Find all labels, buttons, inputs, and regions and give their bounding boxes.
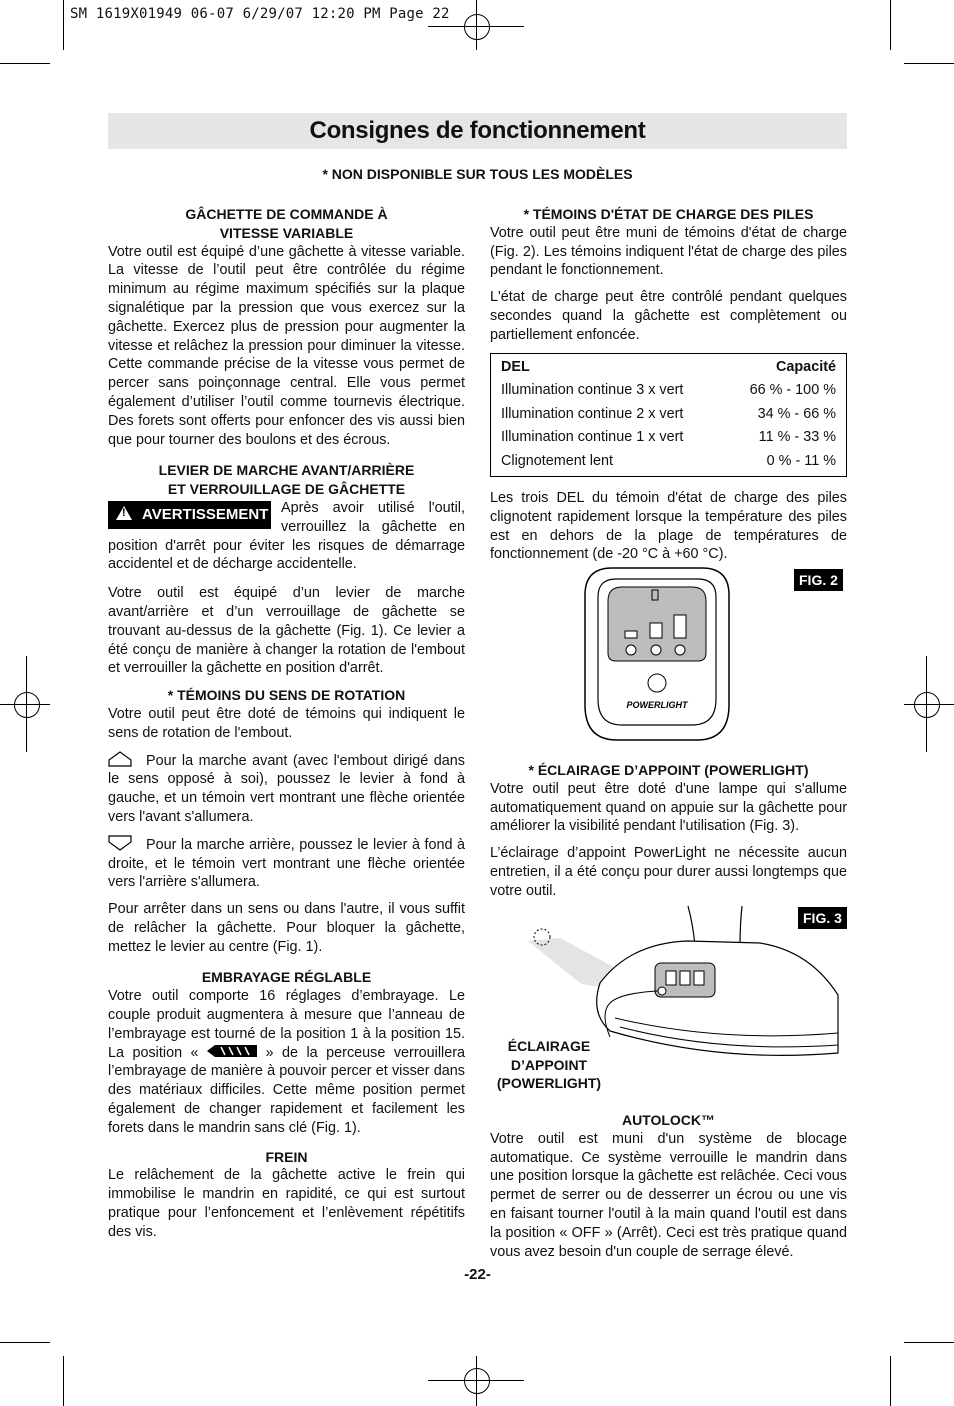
section-heading: * TÉMOINS D'ÉTAT DE CHARGE DES PILES — [523, 206, 814, 222]
table-row — [491, 426, 847, 450]
crop-mark — [428, 1380, 524, 1381]
right-column — [490, 205, 847, 572]
table-row — [491, 450, 847, 477]
table-cell: Illumination continue 3 x vert — [501, 382, 684, 399]
crop-mark — [63, 0, 64, 50]
paragraph: Votre outil est équipé d’une gâchette à vitesse variable. La vitesse de l’outil peut être contrôlée du régime minimum au régime maximum spécifiés sur la plaque signalétique par la pression que vous exercez sur la gâchette. Exercez plus de pression pour augmenter la vitesse et relâchez la pression pour diminuer la vitesse. Cette commande précise de la vitesse vous permet de percer sans poinçonnage central. Elle vous permet également d’utiliser l’outil comme tournevis électrique. Des forets sont offerts pour enfoncer des vis aussi bien que pour tourner des boulons et des écrous. — [108, 243, 465, 448]
paragraph: L’éclairage d’appoint PowerLight ne nécessite aucun entretien, il a été conçu pour durer aussi longtemps que votre outil. — [490, 845, 847, 899]
led-capacity-table — [490, 353, 847, 478]
reverse-text: Pour la marche arrière, poussez le levier à fond à droite, et le témoin vert montrant une flèche orientée vers l'arrière s'allumera. — [108, 836, 465, 891]
table-cell: Clignotement lent — [501, 452, 613, 469]
crop-mark — [904, 1342, 954, 1343]
title-banner — [108, 113, 847, 149]
registration-mark-icon — [464, 1368, 490, 1394]
registration-mark-icon — [14, 692, 40, 718]
section-heading: EMBRAYAGE RÉGLABLE — [201, 969, 372, 986]
page-title: Consignes de fonctionnement — [309, 117, 646, 144]
crop-mark — [0, 63, 50, 64]
paragraph: Votre outil peut être muni de témoins d'état de charge (Fig. 2). Les témoins indiquent l'état de charge des piles pendant le fonctionnement. — [490, 224, 847, 279]
fig-3-callout — [490, 1037, 608, 1093]
section-heading: * TÉMOINS DU SENS DE ROTATION — [167, 687, 406, 704]
clutch-text-b: » de la perceuse verrouillera l’embrayage de manière à pouvoir percer et visser dans des matériaux difficiles. Cette même position permet également de changer rapidement et facilement les forets dans le mandrin sans clé (Fig. 1). — [108, 1044, 466, 1136]
table-cell: 0 % - 11 % — [766, 452, 836, 469]
table-cell: Illumination continue 1 x vert — [501, 429, 684, 446]
paragraph: L'état de charge peut être contrôlé pendant quelques secondes quand la gâchette est complètement ou partiellement enfoncée. — [490, 289, 847, 343]
warning-triangle-icon: ! — [116, 506, 132, 520]
table-row — [491, 379, 847, 403]
table-cell: 66 % - 100 % — [749, 382, 836, 399]
crop-mark — [926, 656, 927, 752]
callout-line: D’APPOINT — [510, 1056, 588, 1073]
crop-mark — [904, 704, 954, 705]
fig-3-label: FIG. 3 — [798, 907, 847, 929]
crop-mark — [0, 704, 50, 705]
warning-text: Après avoir utilisé l'outil, verrouillez la gâchette en position d'arrêt pour éviter les risques de démarrage accidentel et de décharge accidentelle. — [108, 499, 465, 573]
left-column — [108, 205, 465, 1250]
crop-mark — [476, 1356, 477, 1406]
drill-mode-icon — [207, 1045, 257, 1057]
battery-gauge-illustration — [582, 565, 732, 743]
table-header-cell: Capacité — [776, 358, 836, 375]
availability-note: * NON DISPONIBLE SUR TOUS LES MODÈLES — [322, 166, 633, 182]
section-heading: LEVIER DE MARCHE AVANT/ARRIÈRE — [158, 462, 415, 479]
paragraph — [108, 987, 465, 1137]
right-column-lower — [490, 761, 847, 909]
crop-mark — [904, 63, 954, 64]
fig-2-label: FIG. 2 — [794, 569, 843, 591]
table-header-cell: DEL — [501, 358, 530, 375]
table-cell: 11 % - 33 % — [758, 429, 836, 446]
crop-mark — [890, 0, 891, 50]
reverse-arrow-icon — [108, 835, 132, 851]
section-heading: FREIN — [265, 1148, 308, 1165]
table-cell: 34 % - 66 % — [757, 405, 836, 422]
clutch-text-a: Votre outil comporte 16 réglages d’embrayage. Le couple produit augmentera à mesure que l’anneau de l’embrayage est tourné de la position 1 à la position 15. La position « — [108, 988, 465, 1061]
paragraph-reverse — [108, 835, 465, 892]
crop-mark — [63, 1356, 64, 1406]
crop-mark — [476, 0, 477, 50]
paragraph: Pour arrêter dans un sens ou dans l'autre, il vous suffit de relâcher la gâchette. Pour bloquer la gâchette, mettez le levier au centre (Fig. 1). — [108, 901, 465, 955]
paragraph: Votre outil est équipé d’un levier de marche avant/arrière et d’un verrouillage de gâchette se trouvant au-dessus de la gâchette (Fig. 1). Ce levier a été conçu de manière à changer la rotation de l'embout et verrouiller la gâchette en position d'arrêt. — [108, 585, 465, 677]
print-slug: SM 1619X01949 06-07 6/29/07 12:20 PM Page 22 — [70, 6, 450, 22]
registration-mark-icon — [464, 14, 490, 40]
paragraph: Le relâchement de la gâchette active le frein qui immobilise le mandrin en rapidité, ce qui est surtout pratique pour l’enfoncement et l’enlèvement répétitifs des vis. — [108, 1167, 465, 1240]
table-cell: Illumination continue 2 x vert — [501, 405, 684, 422]
crop-mark — [26, 656, 27, 752]
table-row — [491, 403, 847, 427]
paragraph-forward — [108, 751, 465, 827]
warning-label: AVERTISSEMENT — [142, 505, 269, 523]
powerlight-brand: POWERLIGHT — [626, 700, 688, 710]
right-column-autolock — [490, 1111, 847, 1269]
warning-paragraph — [108, 499, 465, 574]
crop-mark — [428, 26, 524, 27]
section-heading: ET VERROUILLAGE DE GÂCHETTE — [167, 481, 406, 498]
section-heading: VITESSE VARIABLE — [219, 224, 354, 241]
section-heading: * ÉCLAIRAGE D’APPOINT (POWERLIGHT) — [528, 762, 809, 778]
section-heading: AUTOLOCK™ — [621, 1112, 716, 1128]
section-heading: GÂCHETTE DE COMMANDE À — [185, 206, 388, 222]
crop-mark — [0, 1342, 50, 1343]
page-number: -22- — [464, 1266, 491, 1283]
crop-mark — [890, 1356, 891, 1406]
callout-line: (POWERLIGHT) — [496, 1075, 602, 1091]
table-header — [491, 353, 847, 379]
paragraph: Votre outil est muni d'un système de blocage automatique. Ce système verrouille le mandrin dans une position lorsque la gâchette est relâchée. Ceci vous permet de serrer ou de desserrer un écrou ou une vis en faisant tourner l'outil à la main quand l'outil est dans la position « OFF » (Arrêt). Ceci est très pratique quand vous avez besoin d'un couple de serrage élevé. — [490, 1130, 847, 1260]
forward-arrow-icon — [108, 751, 132, 767]
paragraph: Les trois DEL du témoin d'état de charge des piles clignotent rapidement lorsque la température des piles est en dehors de la plage de températures de fonctionnement (de -20 °C à +60 °C). — [490, 490, 847, 563]
paragraph: Votre outil peut être doté de témoins qui indiquent le sens de rotation de l'embout. — [108, 705, 465, 741]
warning-badge — [108, 501, 271, 529]
paragraph: Votre outil peut être doté d'une lampe qui s'allume automatiquement quand on appuie sur la gâchette pour améliorer la visibilité pendant l'utilisation (Fig. 3). — [490, 780, 847, 835]
forward-text: Pour la marche avant (avec l'embout dirigé dans le sens opposé à soi), poussez le levier à fond à gauche, et un témoin vert montrant une flèche orientée vers l'avant s'allumera. — [108, 752, 465, 825]
registration-mark-icon — [914, 692, 940, 718]
callout-line: ÉCLAIRAGE — [507, 1038, 591, 1054]
